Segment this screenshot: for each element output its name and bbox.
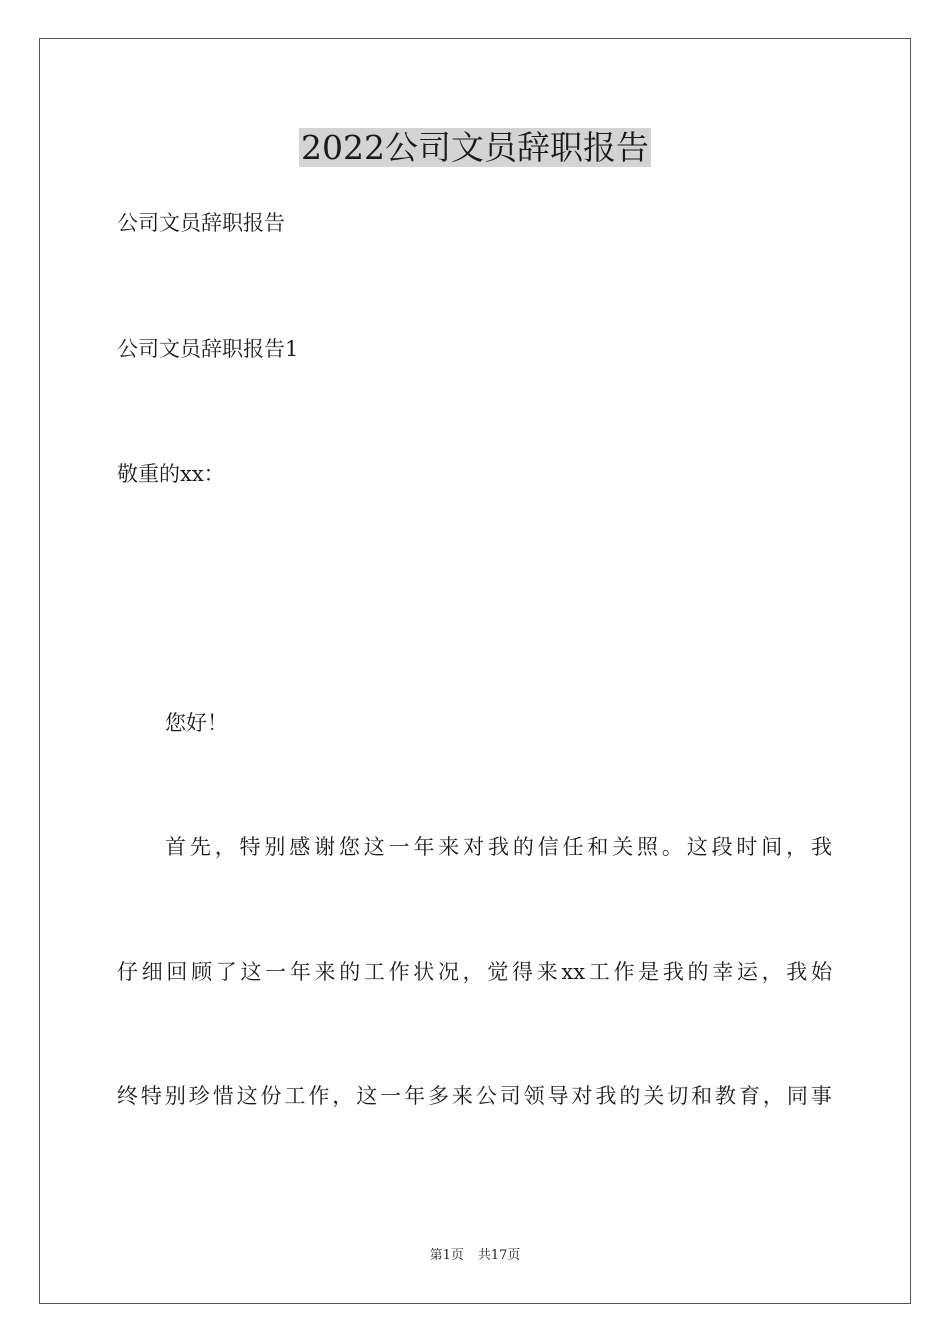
page-total: 共17页 <box>477 1248 521 1263</box>
paragraph-glyph: 多 <box>427 1084 449 1108</box>
paragraph-glyph: 别 <box>264 835 286 859</box>
page-number: 第1页 <box>429 1248 464 1263</box>
paragraph-glyph: 间 <box>761 835 783 859</box>
paragraph-glyph: 工 <box>363 960 385 984</box>
paragraph-glyph: 我 <box>595 1084 617 1108</box>
paragraph-glyph: 年 <box>404 1084 426 1108</box>
document-title-text: 2022公司文员辞职报告 <box>301 128 649 167</box>
paragraph-glyph: 了 <box>215 960 237 984</box>
paragraph-glyph: 时 <box>736 835 758 859</box>
paragraph-glyph: 我 <box>810 835 832 859</box>
paragraph-glyph: 工 <box>284 1084 306 1108</box>
paragraph-glyph: 这 <box>363 835 385 859</box>
paragraph-glyph: 和 <box>587 835 609 859</box>
paragraph-glyph: ， <box>762 1084 784 1108</box>
paragraph-glyph: 来 <box>314 960 336 984</box>
paragraph-glyph: 年 <box>289 960 311 984</box>
paragraph-glyph: 工 <box>588 960 610 984</box>
paragraph-glyph: 和 <box>691 1084 713 1108</box>
paragraph-glyph: 的 <box>619 1084 641 1108</box>
paragraph-glyph: 的 <box>687 960 709 984</box>
paragraph-glyph: ， <box>214 835 236 859</box>
paragraph-glyph: 段 <box>711 835 733 859</box>
paragraph-glyph: 幸 <box>712 960 734 984</box>
paragraph-glyph: 我 <box>662 960 684 984</box>
paragraph-glyph: 首 <box>165 835 186 859</box>
paragraph-glyph: 关 <box>612 835 634 859</box>
paragraph-glyph: 来 <box>451 1084 473 1108</box>
paragraph-glyph: 一 <box>380 1084 402 1108</box>
paragraph-glyph: 感 <box>289 835 311 859</box>
paragraph-glyph: 得 <box>512 960 533 984</box>
paragraph-glyph: 来 <box>536 960 558 984</box>
paragraph-glyph: 是 <box>638 960 660 984</box>
paragraph-glyph: ， <box>786 835 808 859</box>
paragraph-glyph: xx <box>561 960 586 984</box>
paragraph-glyph: 对 <box>571 1084 593 1108</box>
paragraph-glyph: 对 <box>463 835 485 859</box>
paragraph-glyph: 信 <box>537 835 559 859</box>
paragraph-glyph: ， <box>761 960 783 984</box>
paragraph-glyph: 事 <box>810 1084 832 1108</box>
paragraph-glyph: 的 <box>512 835 534 859</box>
paragraph-glyph: 任 <box>562 835 584 859</box>
paragraph-glyph: 同 <box>786 1084 808 1108</box>
paragraph-glyph: 仔 <box>117 960 138 984</box>
paragraph-glyph: 这 <box>686 835 708 859</box>
paragraph-glyph: 育 <box>738 1084 760 1108</box>
document-title <box>0 128 950 168</box>
paragraph-glyph: 这 <box>240 960 262 984</box>
paragraph-glyph: 份 <box>260 1084 282 1108</box>
paragraph-glyph: 导 <box>547 1084 569 1108</box>
paragraph-glyph: 的 <box>339 960 361 984</box>
paragraph-glyph: 细 <box>141 960 163 984</box>
paragraph-glyph: 况 <box>437 960 459 984</box>
paragraph-glyph: 切 <box>667 1084 689 1108</box>
paragraph-glyph: 别 <box>164 1084 186 1108</box>
salutation: 敬重的xx： <box>117 462 225 486</box>
paragraph-glyph: 珍 <box>188 1084 210 1108</box>
paragraph-glyph: 一 <box>388 835 410 859</box>
greeting: 您好！ <box>165 711 228 735</box>
paragraph-glyph: 作 <box>388 960 410 984</box>
paragraph-glyph: 惜 <box>212 1084 234 1108</box>
paragraph-glyph: 作 <box>613 960 635 984</box>
paragraph-glyph: ， <box>462 960 484 984</box>
paragraph-glyph: 顾 <box>191 960 213 984</box>
paragraph-glyph: 年 <box>413 835 435 859</box>
paragraph-glyph: 特 <box>239 835 261 859</box>
paragraph-glyph: 谢 <box>314 835 336 859</box>
paragraph-glyph: 这 <box>356 1084 378 1108</box>
paragraph-glyph: 先 <box>189 835 211 859</box>
paragraph-glyph: 回 <box>166 960 188 984</box>
paragraph-line-2 <box>117 957 832 987</box>
paragraph-glyph: 您 <box>338 835 360 859</box>
paragraph-glyph: 来 <box>438 835 460 859</box>
paragraph-glyph: 领 <box>523 1084 545 1108</box>
paragraph-glyph: 一 <box>265 960 287 984</box>
paragraph-glyph: 作 <box>308 1084 330 1108</box>
page-footer <box>0 1247 950 1265</box>
subtitle: 公司文员辞职报告 <box>117 211 285 235</box>
paragraph-glyph: 我 <box>487 835 509 859</box>
paragraph-glyph: 状 <box>413 960 435 984</box>
paragraph-glyph: 公 <box>475 1084 497 1108</box>
paragraph-glyph: 我 <box>786 960 808 984</box>
paragraph-glyph: 司 <box>499 1084 521 1108</box>
paragraph-glyph: 。 <box>661 835 683 859</box>
paragraph-glyph: 始 <box>810 960 832 984</box>
paragraph-line-1 <box>117 832 832 862</box>
paragraph-glyph: 觉 <box>487 960 509 984</box>
paragraph-glyph: 照 <box>637 835 659 859</box>
paragraph-glyph: 这 <box>236 1084 258 1108</box>
section-heading: 公司文员辞职报告1 <box>117 337 299 361</box>
paragraph-glyph: 运 <box>736 960 758 984</box>
paragraph-glyph: 终 <box>117 1084 138 1108</box>
paragraph-glyph: 特 <box>140 1084 162 1108</box>
paragraph-glyph: ， <box>332 1084 354 1108</box>
paragraph-glyph: 教 <box>715 1084 737 1108</box>
paragraph-glyph: 关 <box>643 1084 665 1108</box>
paragraph-line-3 <box>117 1081 832 1111</box>
